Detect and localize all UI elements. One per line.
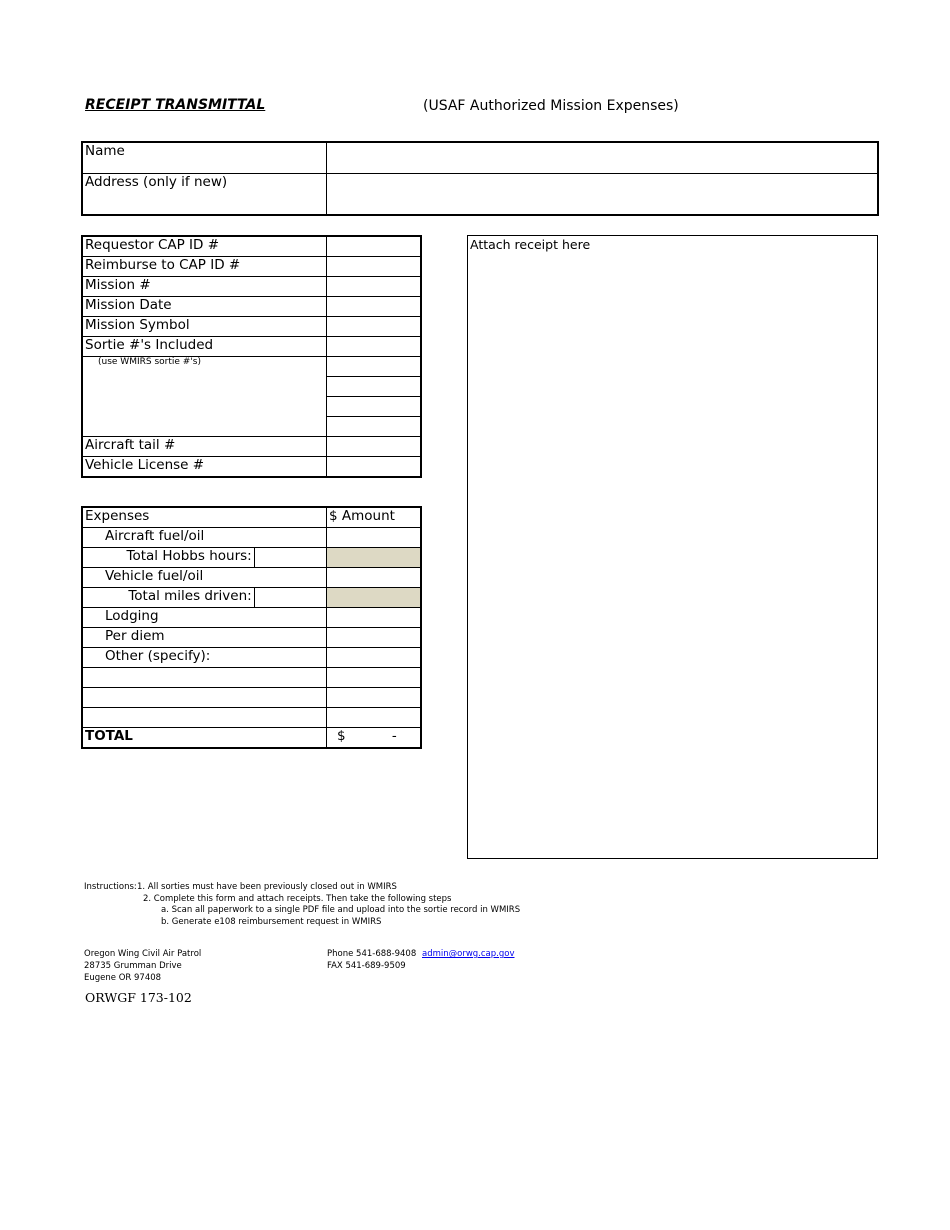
total-currency: $ — [337, 728, 346, 744]
vehicle-fuel-label: Vehicle fuel/oil — [83, 568, 327, 588]
personal-info-table — [82, 142, 878, 215]
expenses-header: Expenses — [83, 508, 327, 528]
other-line-3[interactable] — [83, 708, 327, 728]
sortie-field-5[interactable] — [327, 417, 421, 437]
attach-receipt-box[interactable] — [467, 235, 878, 859]
lodging-label: Lodging — [83, 608, 327, 628]
aircraft-fuel-label: Aircraft fuel/oil — [83, 528, 327, 548]
name-field[interactable] — [327, 143, 878, 174]
requestor-id-field[interactable] — [327, 237, 421, 257]
address-field[interactable] — [327, 174, 878, 215]
other-line-2[interactable] — [83, 688, 327, 708]
sortie-field-3[interactable] — [327, 377, 421, 397]
per-diem-label: Per diem — [83, 628, 327, 648]
other-amount-3[interactable] — [327, 708, 421, 728]
total-value: - — [391, 728, 397, 744]
instructions-step2b: b. Generate e108 reimbursement request in WMIRS — [161, 917, 382, 927]
address-label: Address (only if new) — [83, 174, 327, 215]
footer-phone: Phone 541-688-9408 — [327, 949, 417, 959]
amount-header: $ Amount — [327, 508, 421, 528]
other-line-1[interactable] — [83, 668, 327, 688]
miles-label: Total miles driven: — [83, 588, 255, 608]
mission-date-field[interactable] — [327, 297, 421, 317]
sortie-field-4[interactable] — [327, 397, 421, 417]
email-link[interactable]: admin@orwg.cap.gov — [422, 949, 515, 959]
instructions-step1: 1. All sorties must have been previously closed out in WMIRS — [137, 882, 397, 892]
mission-number-label: Mission # — [83, 277, 327, 297]
sortie-field-1[interactable] — [327, 337, 421, 357]
reimburse-id-label: Reimburse to CAP ID # — [83, 257, 327, 277]
instructions-step2a: a. Scan all paperwork to a single PDF file and upload into the sortie record in WMIRS — [161, 905, 521, 915]
other-label: Other (specify): — [83, 648, 327, 668]
other-amount-2[interactable] — [327, 688, 421, 708]
hobbs-field[interactable] — [254, 548, 326, 568]
instructions-prefix: Instructions: — [84, 882, 137, 892]
sortie-field-2[interactable] — [327, 357, 421, 377]
hobbs-label: Total Hobbs hours: — [83, 548, 255, 568]
sortie-label: Sortie #'s Included — [83, 337, 327, 357]
per-diem-amount[interactable] — [327, 628, 421, 648]
lodging-amount[interactable] — [327, 608, 421, 628]
form-title: RECEIPT TRANSMITTAL — [85, 97, 266, 113]
sortie-note: (use WMIRS sortie #'s) — [83, 357, 327, 437]
hobbs-shaded-cell — [327, 548, 421, 568]
instructions-step2: 2. Complete this form and attach receipts. Then take the following steps — [143, 894, 452, 904]
footer-org: Oregon Wing Civil Air Patrol — [84, 949, 202, 959]
footer-street: 28735 Grumman Drive — [84, 961, 182, 971]
miles-shaded-cell — [327, 588, 421, 608]
mission-number-field[interactable] — [327, 277, 421, 297]
vehicle-license-field[interactable] — [327, 457, 421, 477]
other-amount[interactable] — [327, 648, 421, 668]
requestor-id-label: Requestor CAP ID # — [83, 237, 327, 257]
aircraft-tail-field[interactable] — [327, 437, 421, 457]
form-number: ORWGF 173-102 — [85, 990, 192, 1005]
aircraft-tail-label: Aircraft tail # — [83, 437, 327, 457]
footer-fax: FAX 541-689-9509 — [327, 961, 406, 971]
aircraft-fuel-amount[interactable] — [327, 528, 421, 548]
mission-symbol-label: Mission Symbol — [83, 317, 327, 337]
name-label: Name — [83, 143, 327, 174]
mission-date-label: Mission Date — [83, 297, 327, 317]
total-amount — [327, 728, 421, 748]
form-subtitle: (USAF Authorized Mission Expenses) — [423, 98, 679, 114]
footer-city: Eugene OR 97408 — [84, 973, 162, 983]
vehicle-license-label: Vehicle License # — [83, 457, 327, 477]
miles-field[interactable] — [254, 588, 326, 608]
mission-info-table — [82, 236, 421, 477]
mission-symbol-field[interactable] — [327, 317, 421, 337]
total-label: TOTAL — [83, 728, 327, 748]
reimburse-id-field[interactable] — [327, 257, 421, 277]
vehicle-fuel-amount[interactable] — [327, 568, 421, 588]
expenses-table — [82, 507, 421, 748]
other-amount-1[interactable] — [327, 668, 421, 688]
attach-receipt-label: Attach receipt here — [470, 237, 591, 252]
